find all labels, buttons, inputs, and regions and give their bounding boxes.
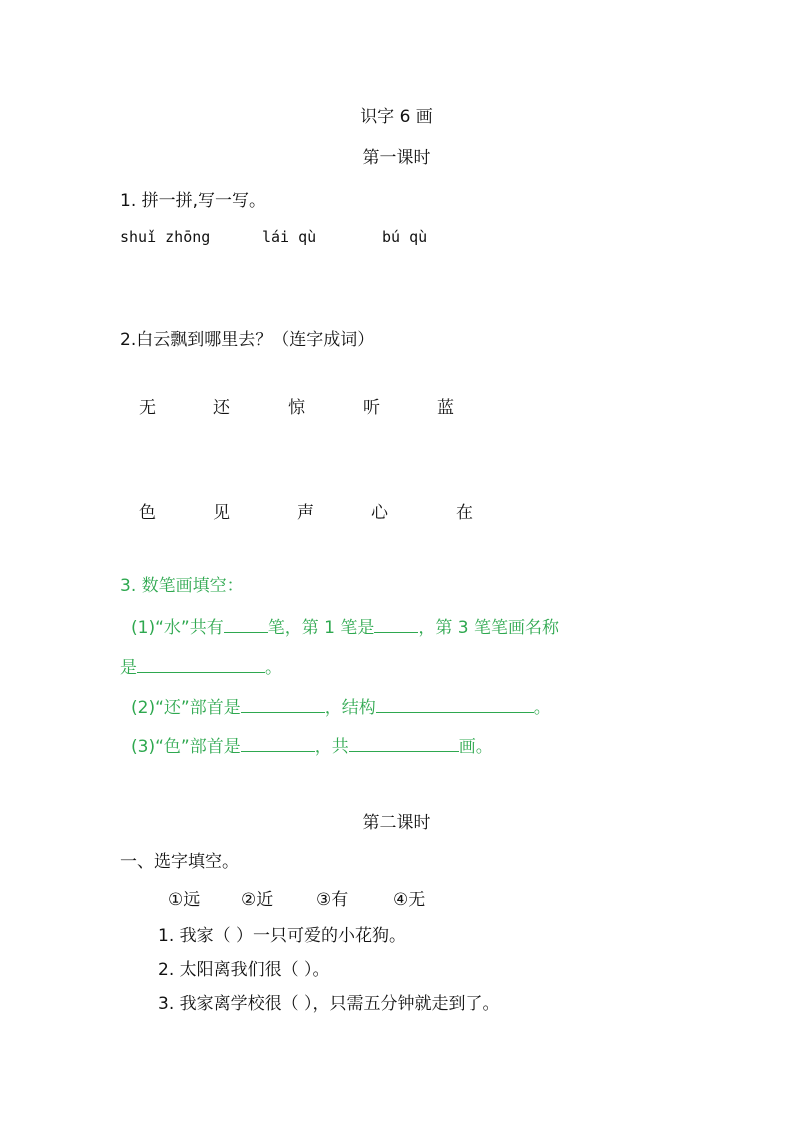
answer-blank[interactable] xyxy=(137,656,265,673)
char-row1-5: 蓝 xyxy=(437,398,454,418)
char-row1-4: 听 xyxy=(363,398,380,418)
char-row1-3: 惊 xyxy=(288,398,305,418)
question-1-label: 1. 拼一拼,写一写。 xyxy=(120,191,267,211)
text: ，结构 xyxy=(324,698,376,718)
text: 。 xyxy=(265,658,282,678)
question-2-label: 2.白云飘到哪里去？（连字成词） xyxy=(120,330,375,350)
answer-blank[interactable] xyxy=(349,735,459,752)
pinyin-3: bú qù xyxy=(382,228,428,246)
text: 。 xyxy=(533,698,551,718)
pinyin-2: lái qù xyxy=(262,228,317,246)
option-1: ①远 xyxy=(168,890,201,910)
section-1-label: 一、选字填空。 xyxy=(120,852,239,872)
text: ，共 xyxy=(314,737,349,757)
char-row2-3: 声 xyxy=(297,503,314,523)
answer-blank[interactable] xyxy=(241,696,325,713)
lesson-1-heading: 第一课时 xyxy=(362,148,431,168)
page-title: 识字 6 画 xyxy=(360,107,433,127)
answer-blank[interactable] xyxy=(374,616,418,633)
text: (2)“还”部首是 xyxy=(131,698,241,718)
char-row2-4: 心 xyxy=(371,503,388,523)
question-3-label: 3. 数笔画填空： xyxy=(120,576,244,596)
fill-item-3: 3. 我家离学校很（ ），只需五分钟就走到了。 xyxy=(158,994,500,1014)
char-row2-2: 见 xyxy=(213,503,230,523)
text: 笔，第 1 笔是 xyxy=(267,618,375,638)
answer-blank[interactable] xyxy=(224,616,268,633)
char-row2-5: 在 xyxy=(456,503,473,523)
answer-blank[interactable] xyxy=(376,696,534,713)
lesson-2-heading: 第二课时 xyxy=(362,813,431,833)
char-row2-1: 色 xyxy=(139,503,156,523)
question-3-line-1 xyxy=(131,616,559,639)
text: 是 xyxy=(120,658,137,678)
text: 画。 xyxy=(458,737,493,757)
option-2: ②近 xyxy=(241,890,274,910)
answer-blank[interactable] xyxy=(241,735,315,752)
option-3: ③有 xyxy=(316,890,349,910)
question-3-line-2 xyxy=(131,696,551,719)
fill-item-2: 2. 太阳离我们很（ ）。 xyxy=(158,960,330,980)
pinyin-1: shuǐ zhōng xyxy=(120,228,211,246)
question-3-line-1b xyxy=(120,656,282,679)
char-row1-2: 还 xyxy=(213,398,230,418)
text: ，第 3 笔笔画名称 xyxy=(418,618,559,638)
text: (3)“色”部首是 xyxy=(131,737,241,757)
char-row1-1: 无 xyxy=(139,398,156,418)
fill-item-1: 1. 我家（ ）一只可爱的小花狗。 xyxy=(158,926,407,946)
option-4: ④无 xyxy=(393,890,426,910)
text: (1)“水”共有 xyxy=(131,618,224,638)
question-3-line-3 xyxy=(131,735,493,758)
